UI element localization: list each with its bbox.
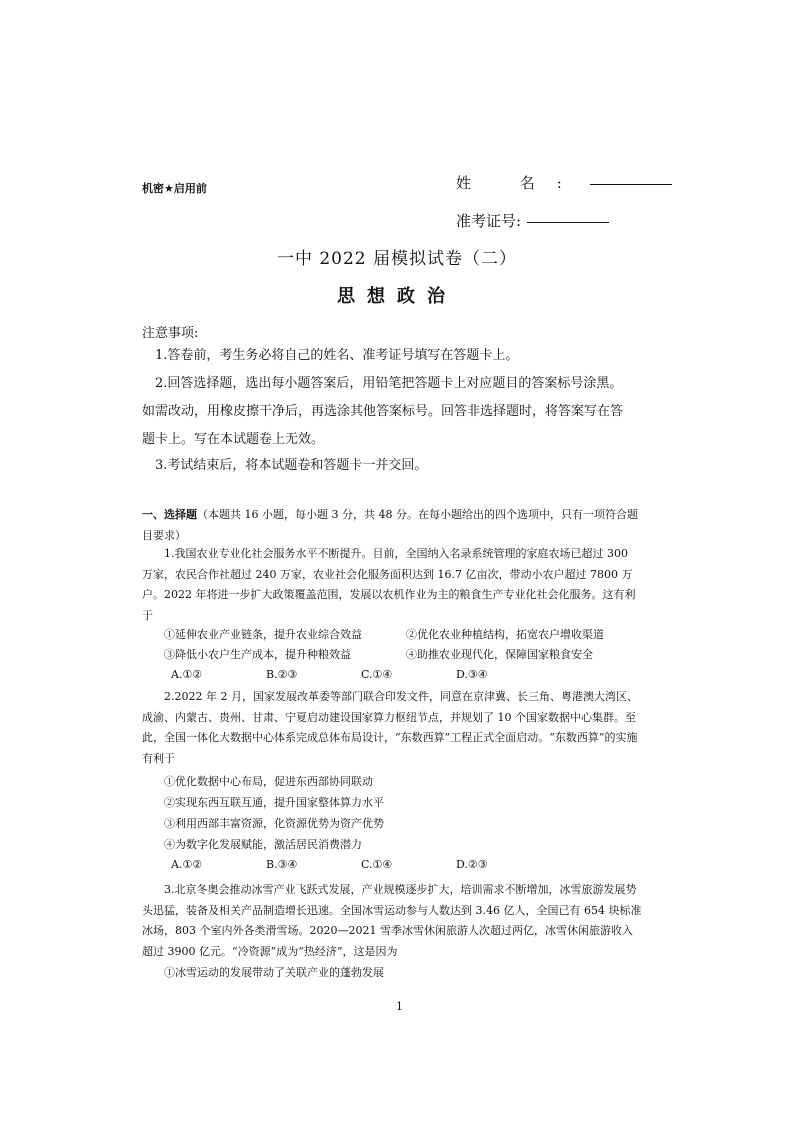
question-2-statement: ②实现东西互联互通，提升国家整体算力水平 <box>164 796 384 809</box>
question-2-choices <box>171 858 551 871</box>
section-header <box>142 505 642 546</box>
confidential-label: 机密★启用前 <box>142 182 207 195</box>
section-title: 一、选择题 <box>142 508 197 521</box>
question-2-statement: ①优化数据中心布局，促进东西部协同联动 <box>164 775 373 788</box>
question-3-statement: ①冰雪运动的发展带动了关联产业的蓬勃发展 <box>164 966 384 979</box>
choice-b: B.②③ <box>266 668 298 681</box>
note-item: 3.考试结束后，将本试题卷和答题卡一并交回。 <box>155 458 428 473</box>
choice-d: D.③④ <box>456 668 488 681</box>
exam-title: 一中 2022 届模拟试卷（二） <box>276 249 518 269</box>
question-1-option: ②优化农业种植结构，拓宽农户增收渠道 <box>406 628 604 641</box>
choice-d: D.②③ <box>456 858 488 871</box>
subject-title: 思想政治 <box>337 286 457 307</box>
choice-a: A.①② <box>171 858 203 871</box>
question-1-option: ④助推农业现代化，保障国家粮食安全 <box>406 648 593 661</box>
name-field <box>456 172 672 193</box>
page-number: 1 <box>396 1000 403 1013</box>
exam-id-label: 准考证号: <box>456 212 522 230</box>
question-1-option: ①延伸农业产业链条，提升农业综合效益 <box>164 628 362 641</box>
choice-a: A.①② <box>171 668 203 681</box>
question-2-text: 2.2022 年 2 月，国家发展改革委等部门联合印发文件，同意在京津冀、长三角、粤港澳大湾区、成渝、内蒙古、贵州、甘肃、宁夏启动建设国家算力枢纽节点，并规划了 10 个国家数据中心集群。至此，全国一体化大数据中心体系完成总体布局设计，“东数西算”工程正式全面启动。“东数西算”的实施有利于 <box>142 690 638 765</box>
choice-c: C.①④ <box>361 668 393 681</box>
choice-c: C.①④ <box>361 858 393 871</box>
question-1-options-row <box>164 645 593 666</box>
choice-b: B.③④ <box>266 858 298 871</box>
question-1-choices <box>171 668 551 681</box>
section-description: （本题共 16 小题，每小题 3 分，共 48 分。在每小题给出的四个选项中，只有一项符合题目要求） <box>142 508 638 542</box>
exam-id-field <box>456 210 609 231</box>
name-label: 姓 名: <box>456 174 584 192</box>
question-1-option: ③降低小农户生产成本，提升种粮效益 <box>164 648 351 661</box>
question-2-statement: ④为数字化发展赋能，激活居民消费潜力 <box>164 838 362 851</box>
notes-heading: 注意事项: <box>142 326 199 341</box>
note-item: 1.答卷前，考生务必将自己的姓名、准考证号填写在答题卡上。 <box>155 348 519 363</box>
note-item: 2.回答选择题，选出每小题答案后，用铅笔把答题卡上对应题目的答案标号涂黑。如需改动，用橡皮擦干净后，再选涂其他答案标号。回答非选择题时，将答案写在答题卡上。写在本试题卷上无效。 <box>142 376 624 447</box>
question-2-statement: ③利用西部丰富资源，化资源优势为资产优势 <box>164 817 384 830</box>
name-blank <box>590 183 672 185</box>
exam-id-blank <box>527 221 609 223</box>
question-3-text: 3.北京冬奥会推动冰雪产业飞跃式发展，产业规模逐步扩大，培训需求不断增加，冰雪旅游发展势头迅猛，装备及相关产品制造增长迅速。全国冰雪运动参与人数达到 3.46 亿人，全国已有 654 块标准冰场，803 个室内外各类滑雪场。2020—2021 雪季冰雪休闲旅游人次超过两亿，冰雪休闲旅游收入超过 3900 亿元。“冷资源”成为“热经济”，这是因为 <box>142 883 642 958</box>
question-1-options-row <box>164 625 604 646</box>
question-1-text: 1.我国农业专业化社会服务水平不断提升。目前，全国纳入名录系统管理的家庭农场已超过 300 万家，农民合作社超过 240 万家，农业社会化服务面积达到 16.7 亿亩次，带动小农户超过 7800 万户。2022 年将进一步扩大政策覆盖范围，发展以农机作业为主的粮食生产专业化社会化服务。这有利于 <box>142 547 636 622</box>
